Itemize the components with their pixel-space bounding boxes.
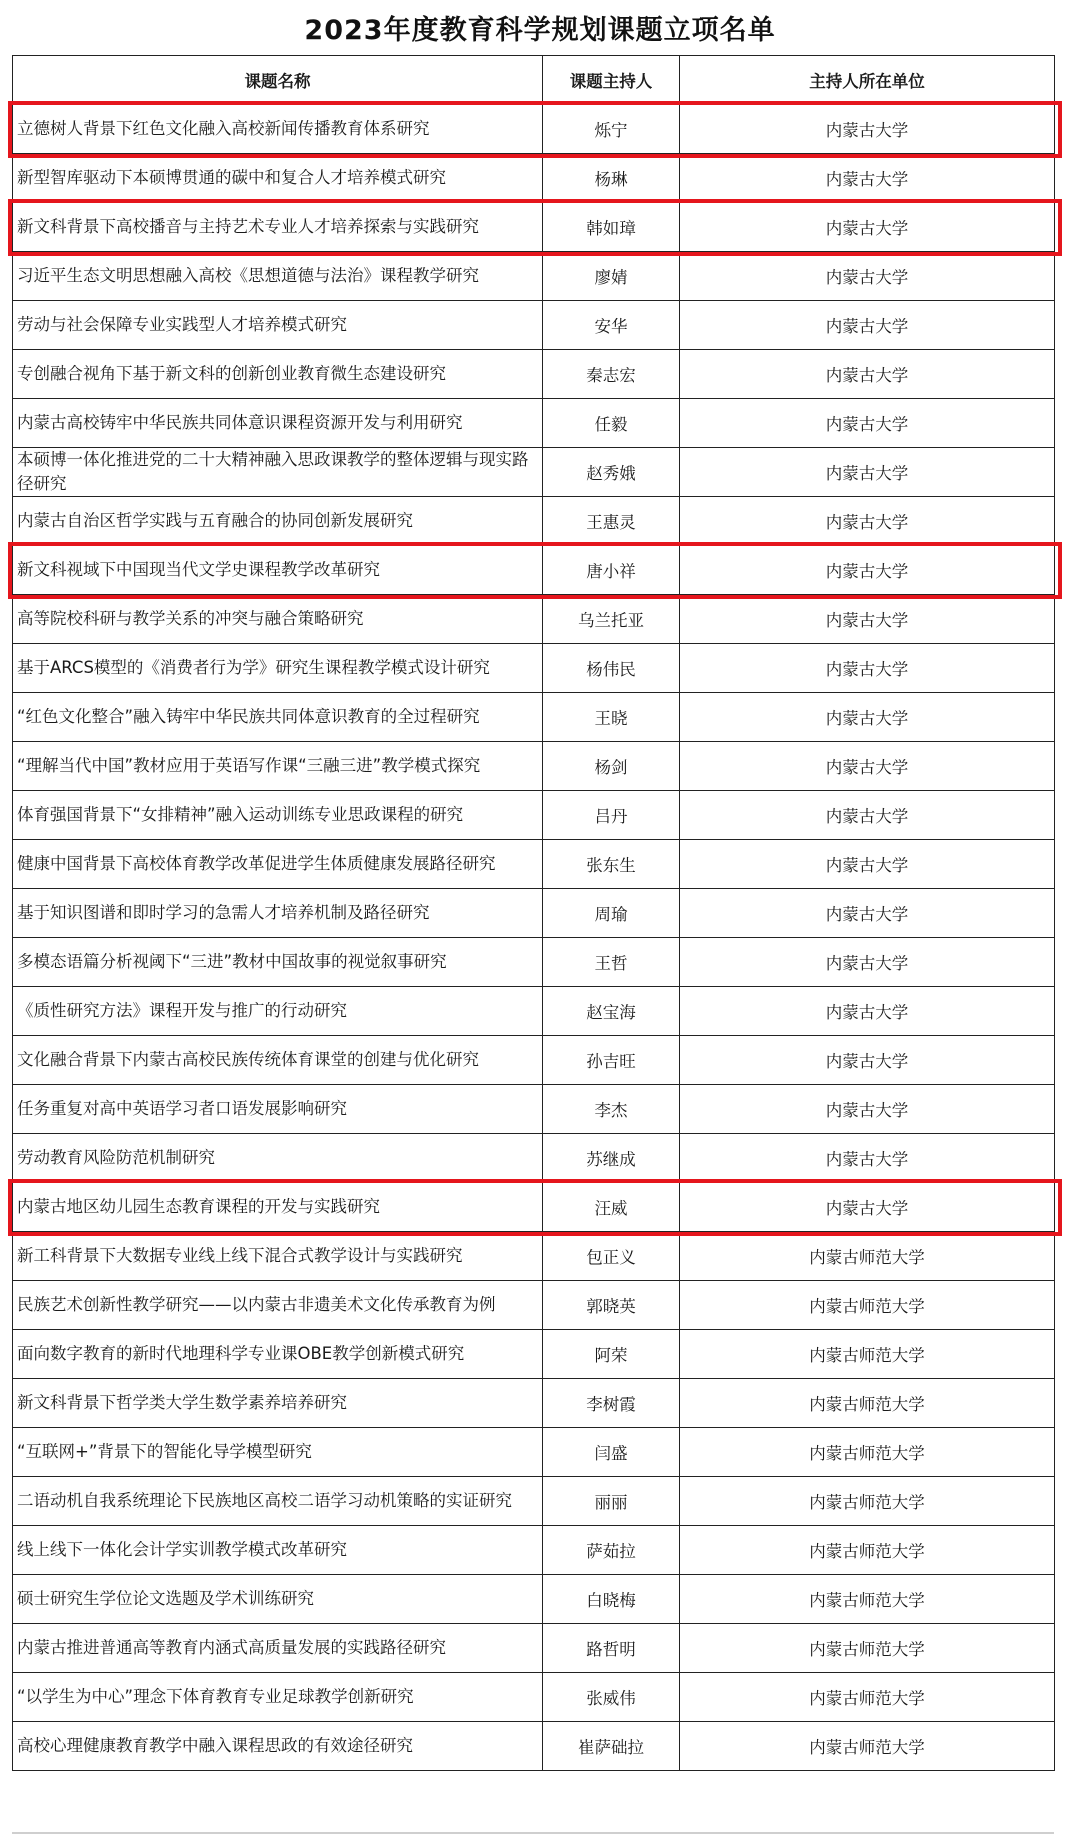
unit-cell: 内蒙古师范大学 bbox=[680, 1232, 1055, 1281]
table-body bbox=[13, 105, 1055, 1771]
host-cell: 汪威 bbox=[543, 1183, 680, 1232]
table-row bbox=[13, 791, 1055, 840]
host-cell: 张东生 bbox=[543, 840, 680, 889]
unit-cell: 内蒙古大学 bbox=[680, 546, 1055, 595]
project-name-cell: 专创融合视角下基于新文科的创新创业教育微生态建设研究 bbox=[13, 350, 543, 399]
host-cell: 崔萨础拉 bbox=[543, 1722, 680, 1771]
page-title: 2023年度教育科学规划课题立项名单 bbox=[304, 15, 776, 46]
project-name-cell: 习近平生态文明思想融入高校《思想道德与法治》课程教学研究 bbox=[13, 252, 543, 301]
project-name-cell: 二语动机自我系统理论下民族地区高校二语学习动机策略的实证研究 bbox=[13, 1477, 543, 1526]
host-cell: 萨茹拉 bbox=[543, 1526, 680, 1575]
table-row bbox=[13, 252, 1055, 301]
table-row bbox=[13, 1477, 1055, 1526]
header-unit: 主持人所在单位 bbox=[680, 56, 1055, 105]
project-name-cell: 多模态语篇分析视阈下“三进”教材中国故事的视觉叙事研究 bbox=[13, 938, 543, 987]
table-row bbox=[13, 595, 1055, 644]
unit-cell: 内蒙古大学 bbox=[680, 595, 1055, 644]
unit-cell: 内蒙古师范大学 bbox=[680, 1624, 1055, 1673]
unit-cell: 内蒙古大学 bbox=[680, 1183, 1055, 1232]
host-cell: 赵宝海 bbox=[543, 987, 680, 1036]
host-cell: 安华 bbox=[543, 301, 680, 350]
header-row bbox=[13, 56, 1055, 105]
project-name-cell: 新型智库驱动下本硕博贯通的碳中和复合人才培养模式研究 bbox=[13, 154, 543, 203]
host-cell: 包正义 bbox=[543, 1232, 680, 1281]
host-cell: 阿荣 bbox=[543, 1330, 680, 1379]
host-cell: 秦志宏 bbox=[543, 350, 680, 399]
table-row bbox=[13, 301, 1055, 350]
table-row bbox=[13, 742, 1055, 791]
unit-cell: 内蒙古大学 bbox=[680, 448, 1055, 497]
project-name-cell: 新文科背景下哲学类大学生数学素养培养研究 bbox=[13, 1379, 543, 1428]
table-row bbox=[13, 1330, 1055, 1379]
project-name-cell: 健康中国背景下高校体育教学改革促进学生体质健康发展路径研究 bbox=[13, 840, 543, 889]
host-cell: 白晓梅 bbox=[543, 1575, 680, 1624]
unit-cell: 内蒙古大学 bbox=[680, 350, 1055, 399]
unit-cell: 内蒙古大学 bbox=[680, 399, 1055, 448]
host-cell: 杨伟民 bbox=[543, 644, 680, 693]
table-row bbox=[13, 497, 1055, 546]
host-cell: 任毅 bbox=[543, 399, 680, 448]
unit-cell: 内蒙古大学 bbox=[680, 938, 1055, 987]
unit-cell: 内蒙古大学 bbox=[680, 889, 1055, 938]
unit-cell: 内蒙古大学 bbox=[680, 252, 1055, 301]
table-row bbox=[13, 1673, 1055, 1722]
bottom-divider bbox=[12, 1832, 1054, 1834]
table-row bbox=[13, 1624, 1055, 1673]
table-row bbox=[13, 546, 1055, 595]
host-cell: 张威伟 bbox=[543, 1673, 680, 1722]
document-sheet bbox=[12, 0, 1068, 1771]
host-cell: 苏继成 bbox=[543, 1134, 680, 1183]
host-cell: 王哲 bbox=[543, 938, 680, 987]
table-row bbox=[13, 938, 1055, 987]
host-cell: 李杰 bbox=[543, 1085, 680, 1134]
table-row bbox=[13, 644, 1055, 693]
project-name-cell: “互联网+”背景下的智能化导学模型研究 bbox=[13, 1428, 543, 1477]
project-name-cell: 《质性研究方法》课程开发与推广的行动研究 bbox=[13, 987, 543, 1036]
host-cell: 周瑜 bbox=[543, 889, 680, 938]
table-row bbox=[13, 987, 1055, 1036]
table-row bbox=[13, 1183, 1055, 1232]
table-row bbox=[13, 840, 1055, 889]
project-name-cell: 新文科背景下高校播音与主持艺术专业人才培养探索与实践研究 bbox=[13, 203, 543, 252]
table-row bbox=[13, 1134, 1055, 1183]
unit-cell: 内蒙古大学 bbox=[680, 1134, 1055, 1183]
project-name-cell: 新工科背景下大数据专业线上线下混合式教学设计与实践研究 bbox=[13, 1232, 543, 1281]
project-name-cell: 硕士研究生学位论文选题及学术训练研究 bbox=[13, 1575, 543, 1624]
table-row bbox=[13, 889, 1055, 938]
unit-cell: 内蒙古大学 bbox=[680, 1036, 1055, 1085]
host-cell: 王惠灵 bbox=[543, 497, 680, 546]
host-cell: 乌兰托亚 bbox=[543, 595, 680, 644]
host-cell: 唐小祥 bbox=[543, 546, 680, 595]
unit-cell: 内蒙古师范大学 bbox=[680, 1575, 1055, 1624]
unit-cell: 内蒙古师范大学 bbox=[680, 1379, 1055, 1428]
header-project-name: 课题名称 bbox=[13, 56, 543, 105]
table-header bbox=[13, 56, 1055, 105]
unit-cell: 内蒙古大学 bbox=[680, 987, 1055, 1036]
unit-cell: 内蒙古师范大学 bbox=[680, 1428, 1055, 1477]
unit-cell: 内蒙古大学 bbox=[680, 693, 1055, 742]
unit-cell: 内蒙古师范大学 bbox=[680, 1477, 1055, 1526]
project-name-cell: “以学生为中心”理念下体育教育专业足球教学创新研究 bbox=[13, 1673, 543, 1722]
unit-cell: 内蒙古大学 bbox=[680, 105, 1055, 154]
project-name-cell: 内蒙古推进普通高等教育内涵式高质量发展的实践路径研究 bbox=[13, 1624, 543, 1673]
project-name-cell: 线上线下一体化会计学实训教学模式改革研究 bbox=[13, 1526, 543, 1575]
project-name-cell: 劳动与社会保障专业实践型人才培养模式研究 bbox=[13, 301, 543, 350]
unit-cell: 内蒙古大学 bbox=[680, 203, 1055, 252]
host-cell: 吕丹 bbox=[543, 791, 680, 840]
table-row bbox=[13, 1036, 1055, 1085]
host-cell: 丽丽 bbox=[543, 1477, 680, 1526]
table-row bbox=[13, 154, 1055, 203]
table-row bbox=[13, 105, 1055, 154]
unit-cell: 内蒙古师范大学 bbox=[680, 1330, 1055, 1379]
unit-cell: 内蒙古大学 bbox=[680, 301, 1055, 350]
host-cell: 路哲明 bbox=[543, 1624, 680, 1673]
project-table bbox=[12, 55, 1055, 1771]
header-host: 课题主持人 bbox=[543, 56, 680, 105]
host-cell: 郭晓英 bbox=[543, 1281, 680, 1330]
host-cell: 赵秀娥 bbox=[543, 448, 680, 497]
project-name-cell: 新文科视域下中国现当代文学史课程教学改革研究 bbox=[13, 546, 543, 595]
unit-cell: 内蒙古大学 bbox=[680, 840, 1055, 889]
project-name-cell: 高等院校科研与教学关系的冲突与融合策略研究 bbox=[13, 595, 543, 644]
unit-cell: 内蒙古师范大学 bbox=[680, 1722, 1055, 1771]
project-name-cell: 文化融合背景下内蒙古高校民族传统体育课堂的创建与优化研究 bbox=[13, 1036, 543, 1085]
unit-cell: 内蒙古大学 bbox=[680, 1085, 1055, 1134]
table-row bbox=[13, 693, 1055, 742]
table-row bbox=[13, 203, 1055, 252]
unit-cell: 内蒙古大学 bbox=[680, 154, 1055, 203]
table-row bbox=[13, 1575, 1055, 1624]
project-name-cell: “理解当代中国”教材应用于英语写作课“三融三进”教学模式探究 bbox=[13, 742, 543, 791]
unit-cell: 内蒙古师范大学 bbox=[680, 1526, 1055, 1575]
host-cell: 杨琳 bbox=[543, 154, 680, 203]
table-row bbox=[13, 1232, 1055, 1281]
host-cell: 王晓 bbox=[543, 693, 680, 742]
host-cell: 孙吉旺 bbox=[543, 1036, 680, 1085]
project-name-cell: 劳动教育风险防范机制研究 bbox=[13, 1134, 543, 1183]
host-cell: 烁宁 bbox=[543, 105, 680, 154]
unit-cell: 内蒙古大学 bbox=[680, 791, 1055, 840]
project-name-cell: 面向数字教育的新时代地理科学专业课OBE教学创新模式研究 bbox=[13, 1330, 543, 1379]
table-row bbox=[13, 1085, 1055, 1134]
unit-cell: 内蒙古大学 bbox=[680, 497, 1055, 546]
project-name-cell: 立德树人背景下红色文化融入高校新闻传播教育体系研究 bbox=[13, 105, 543, 154]
project-name-cell: 民族艺术创新性教学研究——以内蒙古非遗美术文化传承教育为例 bbox=[13, 1281, 543, 1330]
host-cell: 廖婧 bbox=[543, 252, 680, 301]
project-name-cell: 基于ARCS模型的《消费者行为学》研究生课程教学模式设计研究 bbox=[13, 644, 543, 693]
project-name-cell: 内蒙古高校铸牢中华民族共同体意识课程资源开发与利用研究 bbox=[13, 399, 543, 448]
table-row bbox=[13, 1722, 1055, 1771]
project-name-cell: 内蒙古地区幼儿园生态教育课程的开发与实践研究 bbox=[13, 1183, 543, 1232]
host-cell: 韩如璋 bbox=[543, 203, 680, 252]
table-row bbox=[13, 1526, 1055, 1575]
project-name-cell: 任务重复对高中英语学习者口语发展影响研究 bbox=[13, 1085, 543, 1134]
project-name-cell: 基于知识图谱和即时学习的急需人才培养机制及路径研究 bbox=[13, 889, 543, 938]
project-name-cell: 内蒙古自治区哲学实践与五育融合的协同创新发展研究 bbox=[13, 497, 543, 546]
unit-cell: 内蒙古师范大学 bbox=[680, 1281, 1055, 1330]
table-row bbox=[13, 1379, 1055, 1428]
table-row bbox=[13, 448, 1055, 497]
unit-cell: 内蒙古大学 bbox=[680, 742, 1055, 791]
host-cell: 李树霞 bbox=[543, 1379, 680, 1428]
unit-cell: 内蒙古大学 bbox=[680, 644, 1055, 693]
project-name-cell: 体育强国背景下“女排精神”融入运动训练专业思政课程的研究 bbox=[13, 791, 543, 840]
host-cell: 杨剑 bbox=[543, 742, 680, 791]
table-row bbox=[13, 350, 1055, 399]
table-row bbox=[13, 1281, 1055, 1330]
table-row bbox=[13, 399, 1055, 448]
table-row bbox=[13, 1428, 1055, 1477]
project-name-cell: 本硕博一体化推进党的二十大精神融入思政课教学的整体逻辑与现实路径研究 bbox=[13, 448, 543, 497]
host-cell: 闫盛 bbox=[543, 1428, 680, 1477]
unit-cell: 内蒙古师范大学 bbox=[680, 1673, 1055, 1722]
project-name-cell: 高校心理健康教育教学中融入课程思政的有效途径研究 bbox=[13, 1722, 543, 1771]
project-name-cell: “红色文化整合”融入铸牢中华民族共同体意识教育的全过程研究 bbox=[13, 693, 543, 742]
